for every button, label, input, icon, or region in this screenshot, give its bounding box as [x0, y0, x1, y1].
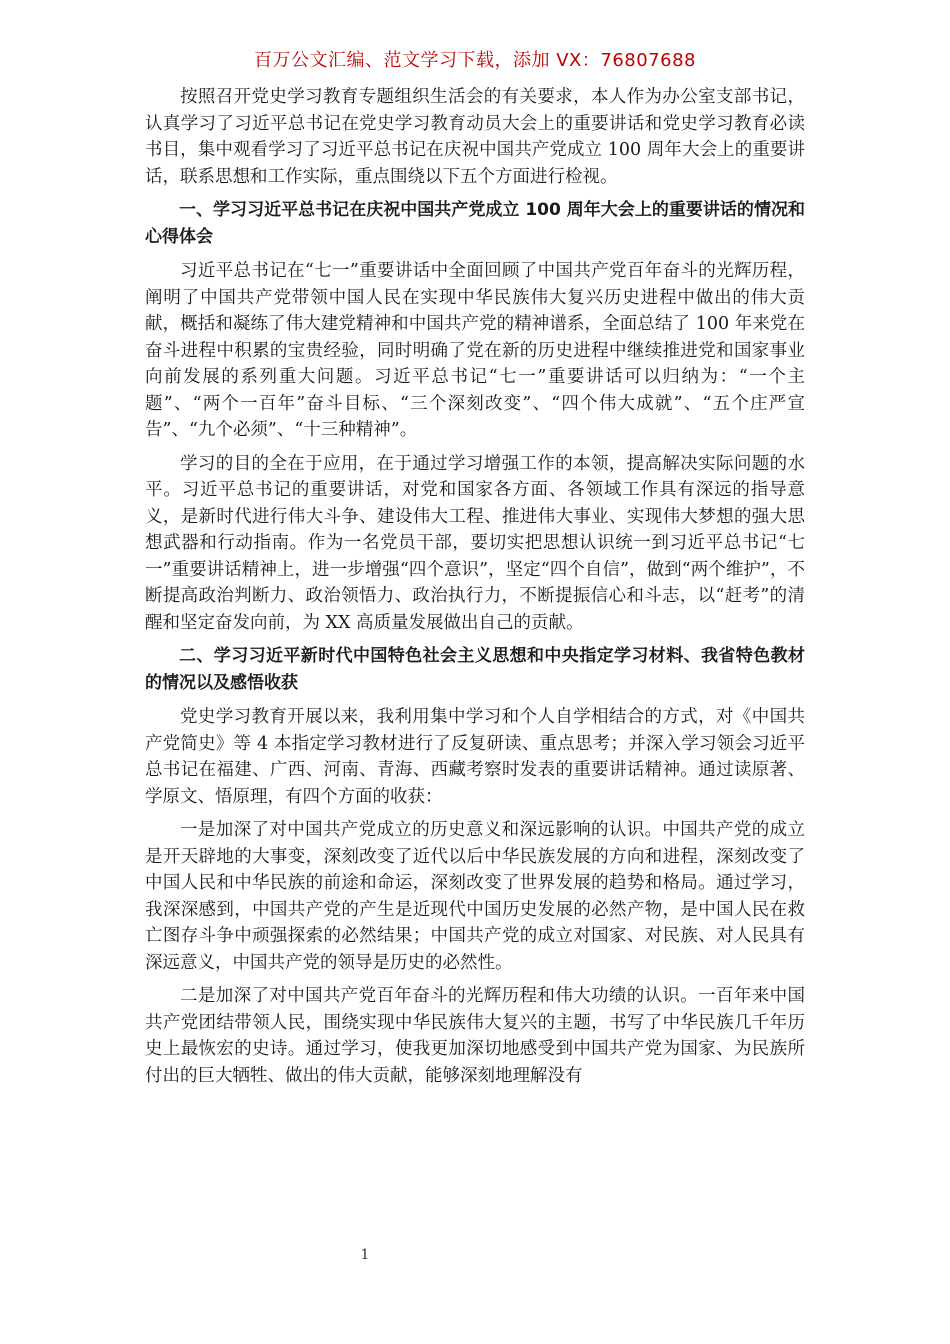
- document-body: [145, 84, 805, 1096]
- section-heading-1: 一、学习习近平总书记在庆祝中国共产党成立 100 周年大会上的重要讲话的情况和心得体会: [145, 200, 805, 247]
- section-heading-2: 二、学习习近平新时代中国特色社会主义思想和中央指定学习材料、我省特色教材的情况以及感悟收获: [145, 646, 805, 693]
- body-paragraph: 学习的目的全在于应用，在于通过学习增强工作的本领，提高解决实际问题的水平。习近平总书记的重要讲话，对党和国家各方面、各领域工作具有深远的指导意义，是新时代进行伟大斗争、建设伟大工程、推进伟大事业、实现伟大梦想的强大思想武器和行动指南。作为一名党员干部，要切实把思想认识统一到习近平总书记“七一”重要讲话精神上，进一步增强“四个意识”，坚定“四个自信”，做到“两个维护”，不断提高政治判断力、政治领悟力、政治执行力，不断提振信心和斗志，以“赶考”的清醒和坚定奋发向前，为 XX 高质量发展做出自己的贡献。: [145, 453, 805, 633]
- body-paragraph: 党史学习教育开展以来，我利用集中学习和个人自学相结合的方式，对《中国共产党简史》等 4 本指定学习教材进行了反复研读、重点思考；并深入学习领会习近平总书记在福建、广西、河南、青海、西藏考察时发表的重要讲话精神。通过读原著、学原文、悟原理，有四个方面的收获：: [145, 707, 805, 807]
- body-paragraph: 一是加深了对中国共产党成立的历史意义和深远影响的认识。中国共产党的成立是开天辟地的大事变，深刻改变了近代以后中华民族发展的方向和进程，深刻改变了中国人民和中华民族的前途和命运，深刻改变了世界发展的趋势和格局。通过学习，我深深感到，中国共产党的产生是近现代中国历史发展的必然产物，是中国人民在救亡图存斗争中顽强探索的必然结果；中国共产党的成立对国家、对民族、对人民具有深远意义，中国共产党的领导是历史的必然性。: [145, 820, 805, 973]
- page-number: 1: [360, 1247, 370, 1263]
- body-paragraph: 习近平总书记在“七一”重要讲话中全面回顾了中国共产党百年奋斗的光辉历程，阐明了中国共产党带领中国人民在实现中华民族伟大复兴历史进程中做出的伟大贡献，概括和凝练了伟大建党精神和中国共产党的精神谱系，全面总结了 100 年来党在奋斗进程中积累的宝贵经验，同时明确了党在新的历史进程中继续推进党和国家事业向前发展的系列重大问题。习近平总书记“七一”重要讲话可以归纳为：“一个主题”、“两个一百年”奋斗目标、“三个深刻改变”、“四个伟大成就”、“五个庄严宣告”、“九个必须”、“十三种精神”。: [145, 261, 805, 440]
- header-banner: 百万公文汇编、范文学习下载，添加 VX：76807688: [254, 50, 696, 71]
- intro-paragraph: 按照召开党史学习教育专题组织生活会的有关要求，本人作为办公室支部书记，认真学习了习近平总书记在党史学习教育动员大会上的重要讲话和党史学习教育必读书目，集中观看学习了习近平总书记在庆祝中国共产党成立 100 周年大会上的重要讲话，联系思想和工作实际，重点围绕以下五个方面进行检视。: [145, 87, 805, 187]
- body-paragraph: 二是加深了对中国共产党百年奋斗的光辉历程和伟大功绩的认识。一百年来中国共产党团结带领人民，围绕实现中华民族伟大复兴的主题，书写了中华民族几千年历史上最恢宏的史诗。通过学习，使我更加深切地感受到中国共产党为国家、为民族所付出的巨大牺牲、做出的伟大贡献，能够深刻地理解没有: [145, 986, 805, 1086]
